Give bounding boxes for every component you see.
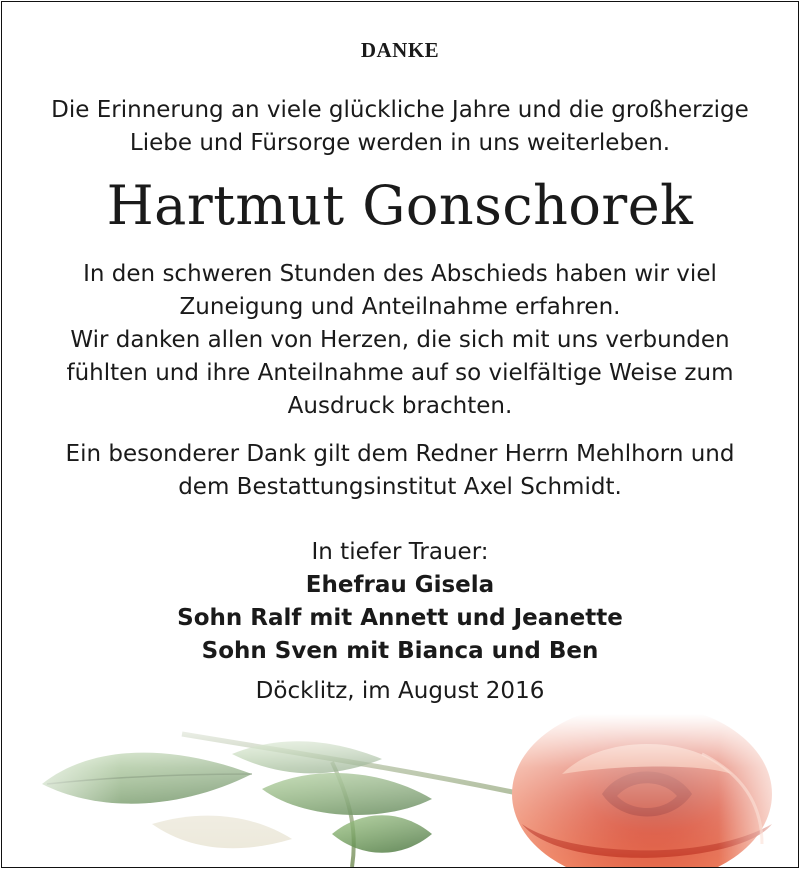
message-line: In den schweren Stunden des Abschieds haben wir viel [83,261,717,287]
memorial-quote [2,94,798,160]
mourners-intro: In tiefer Trauer: [311,539,489,565]
message-line: fühlten und ihre Anteilnahme auf so vielfältige Weise zum [66,360,734,386]
quote-line: Liebe und Fürsorge werden in uns weiterleben. [129,130,671,156]
special-thanks-line: Ein besonderer Dank gilt dem Redner Herrn Mehlhorn und [65,441,735,467]
message-line: Wir danken allen von Herzen, die sich mit uns verbunden [70,327,730,353]
deceased-name: Hartmut Gonschorek [106,174,694,237]
special-thanks-line: dem Bestattungsinstitut Axel Schmidt. [178,474,622,500]
rose-image [2,714,798,867]
message-line: Ausdruck brachten. [287,393,513,419]
mourner-name: Sohn Ralf mit Annett und Jeanette [177,605,623,631]
place-date: Döcklitz, im August 2016 [255,678,545,704]
mourner-name: Sohn Sven mit Bianca und Ben [201,638,599,664]
mourner-name: Ehefrau Gisela [305,572,495,598]
message-line: Zuneigung und Anteilnahme erfahren. [179,294,621,320]
heading: DANKE [360,38,440,62]
thanks-message [2,258,798,423]
quote-line: Die Erinnerung an viele glückliche Jahre und die großherzige [51,97,749,123]
mourners-block [2,536,798,668]
special-thanks [2,438,798,504]
obituary-notice [1,1,799,868]
